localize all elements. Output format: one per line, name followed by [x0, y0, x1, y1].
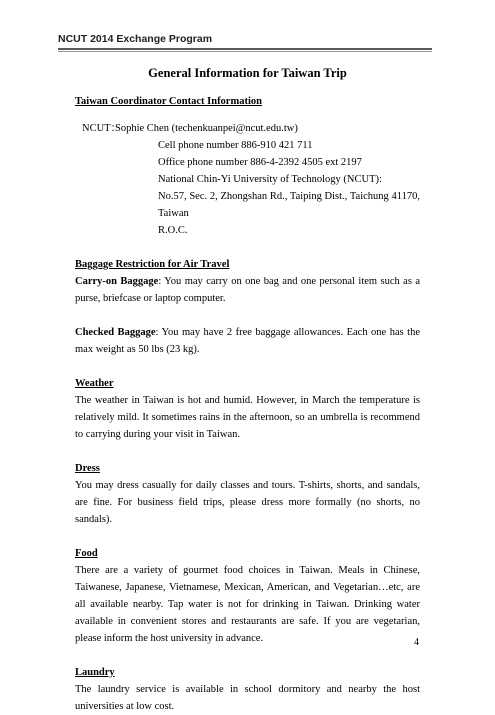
food-heading: Food: [75, 548, 98, 559]
checked-text: : You may have 2 free baggage allowances. Each one has the max weight as 50 lbs (23 kg).: [75, 327, 420, 355]
page-title: General Information for Taiwan Trip: [148, 66, 347, 80]
header-rule-thin: [58, 51, 432, 52]
running-header: NCUT 2014 Exchange Program: [58, 33, 213, 45]
coordinator-office: Office phone number 886-4-2392 4505 ext 2197: [158, 157, 362, 168]
dress-heading: Dress: [75, 463, 100, 474]
header-rule: [58, 48, 432, 50]
checked-paragraph: [75, 324, 420, 358]
laundry-heading: Laundry: [75, 667, 115, 678]
carry-on-label: Carry-on Baggage: [75, 276, 159, 287]
food-text: There are a variety of gourmet food choices in Taiwan. Meals in Chinese, Taiwanese, Japanese, Vietnamese, Mexican, American, and Vegetarian…etc, are all available nearby. Tap water is not for drinking in Taiwan. Drinking water available in convenient stores and restaurants are safe. If you are vegetarian, please inform the host university in advance.: [75, 565, 420, 644]
page-number: 4: [414, 637, 419, 648]
laundry-text: The laundry service is available in school dormitory and nearby the host universities at low cost.: [75, 684, 420, 712]
carry-on-paragraph: [75, 273, 420, 307]
dress-text: You may dress casually for daily classes and tours. T-shirts, shorts, and sandals, are fine. For business field trips, please dress more formally (no shorts, no sandals).: [75, 480, 420, 525]
coordinator-university: National Chin-Yi University of Technology (NCUT):: [158, 174, 382, 185]
coordinator-name: Sophie Chen (techenkuanpei@ncut.edu.tw): [115, 123, 298, 134]
coordinator-heading: Taiwan Coordinator Contact Information: [75, 96, 262, 107]
coordinator-contact: [75, 120, 420, 239]
coordinator-address-line1: No.57, Sec. 2, Zhongshan Rd., Taiping Dist., Taichung 41170, Taiwan: [158, 191, 420, 219]
document-body: [75, 93, 420, 715]
checked-label: Checked Baggage: [75, 327, 156, 338]
coordinator-label: NCUT：: [82, 123, 122, 134]
weather-text: The weather in Taiwan is hot and humid. However, in March the temperature is relatively mild. It sometimes rains in the afternoon, so an umbrella is recommend to carrying during your visit in Taiwan.: [75, 395, 420, 440]
coordinator-cell: Cell phone number 886-910 421 711: [158, 140, 313, 151]
carry-on-text: : You may carry on one bag and one personal item such as a purse, briefcase or laptop computer.: [75, 276, 420, 304]
baggage-heading: Baggage Restriction for Air Travel: [75, 259, 230, 270]
coordinator-address-line2: R.O.C.: [158, 225, 188, 236]
weather-heading: Weather: [75, 378, 114, 389]
